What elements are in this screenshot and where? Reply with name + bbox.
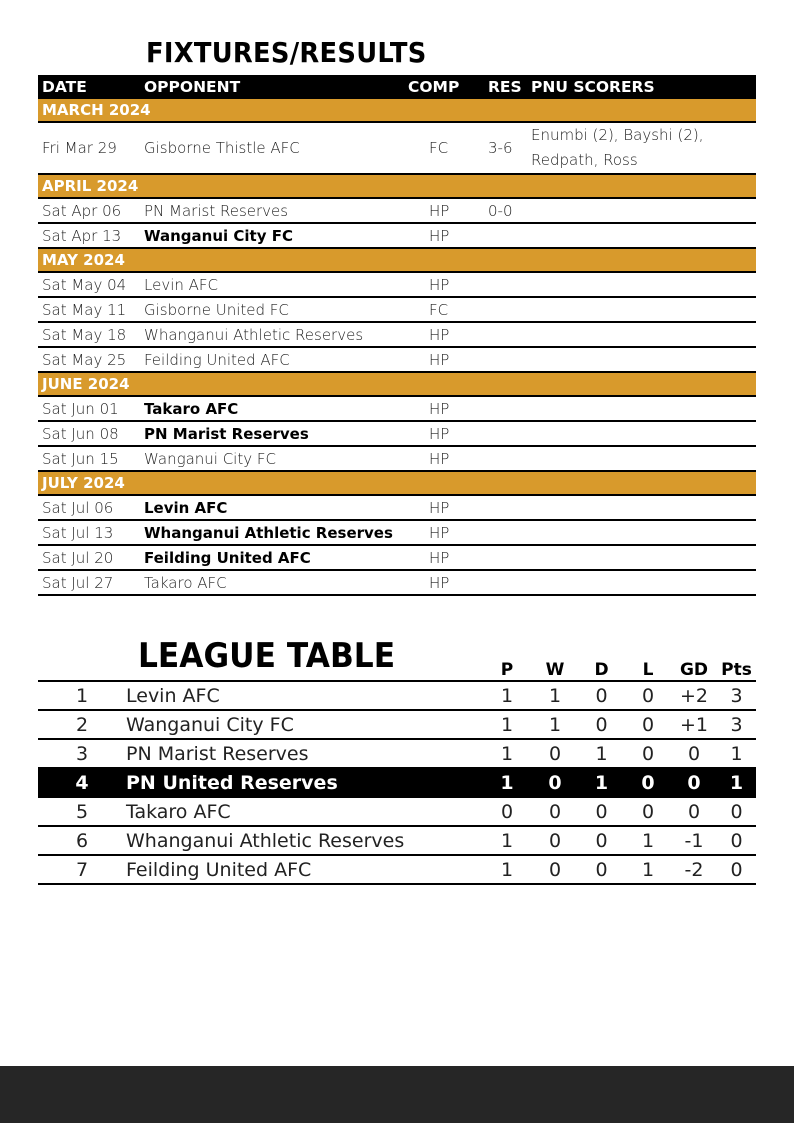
month-band (38, 99, 756, 122)
goal-difference: -2 (671, 855, 717, 884)
league-row (38, 797, 756, 826)
won: 0 (532, 826, 578, 855)
month-label: JUNE 2024 (38, 372, 756, 396)
header-drawn: D (578, 656, 625, 681)
drawn: 0 (578, 681, 625, 710)
league-title: LEAGUE TABLE (138, 636, 396, 676)
fixtures-header-row (38, 75, 756, 99)
fixture-comp: HP (404, 198, 484, 223)
goal-difference: +1 (671, 710, 717, 739)
fixture-date: Sat Jul 27 (38, 570, 140, 595)
played: 1 (482, 855, 532, 884)
month-band (38, 471, 756, 495)
played: 1 (482, 768, 532, 797)
fixture-row (38, 322, 756, 347)
fixture-scorers (527, 198, 756, 223)
month-label: MAY 2024 (38, 248, 756, 272)
fixture-row (38, 446, 756, 471)
played: 1 (482, 739, 532, 768)
fixture-scorers (527, 272, 756, 297)
fixture-row (38, 198, 756, 223)
team-name: Whanganui Athletic Reserves (126, 826, 482, 855)
team-position: 3 (38, 739, 126, 768)
won: 0 (532, 768, 578, 797)
fixture-scorers (527, 347, 756, 372)
league-row (38, 681, 756, 710)
points: 1 (717, 768, 756, 797)
goal-difference: 0 (671, 739, 717, 768)
fixture-scorers (527, 223, 756, 248)
fixture-result (484, 322, 527, 347)
fixture-date: Sat Jun 01 (38, 396, 140, 421)
fixture-date: Sat May 11 (38, 297, 140, 322)
lost: 1 (625, 855, 671, 884)
header-scorers: PNU SCORERS (527, 75, 756, 99)
fixture-result: 3-6 (484, 122, 527, 174)
fixture-row (38, 570, 756, 595)
fixture-comp: HP (404, 272, 484, 297)
fixture-date: Sat May 25 (38, 347, 140, 372)
points: 3 (717, 710, 756, 739)
drawn: 1 (578, 739, 625, 768)
header-pos (38, 656, 126, 681)
header-date: DATE (38, 75, 140, 99)
fixture-comp: HP (404, 545, 484, 570)
won: 1 (532, 681, 578, 710)
league-table (38, 656, 756, 885)
points: 1 (717, 739, 756, 768)
fixture-row (38, 495, 756, 520)
played: 1 (482, 681, 532, 710)
fixture-comp: FC (404, 297, 484, 322)
fixture-date: Sat May 18 (38, 322, 140, 347)
fixture-comp: HP (404, 446, 484, 471)
fixtures-title: FIXTURES/RESULTS (146, 36, 427, 69)
drawn: 0 (578, 797, 625, 826)
fixture-comp: HP (404, 223, 484, 248)
goal-difference: 0 (671, 797, 717, 826)
header-opponent: OPPONENT (140, 75, 404, 99)
header-goal-difference: GD (671, 656, 717, 681)
fixture-opponent: Levin AFC (140, 495, 404, 520)
fixture-comp: HP (404, 520, 484, 545)
month-band (38, 248, 756, 272)
fixture-opponent: Takaro AFC (140, 396, 404, 421)
fixture-row (38, 223, 756, 248)
points: 0 (717, 826, 756, 855)
won: 0 (532, 739, 578, 768)
played: 1 (482, 710, 532, 739)
fixture-date: Sat Jun 08 (38, 421, 140, 446)
league-row (38, 826, 756, 855)
lost: 0 (625, 768, 671, 797)
fixture-opponent: PN Marist Reserves (140, 198, 404, 223)
fixture-result (484, 520, 527, 545)
month-label: JULY 2024 (38, 471, 756, 495)
fixtures-body (38, 99, 756, 595)
fixture-opponent: Wanganui City FC (140, 446, 404, 471)
fixture-result (484, 347, 527, 372)
lost: 0 (625, 681, 671, 710)
fixture-scorers (527, 421, 756, 446)
team-position: 5 (38, 797, 126, 826)
month-band (38, 174, 756, 198)
fixture-row (38, 545, 756, 570)
fixture-row (38, 347, 756, 372)
goal-difference: +2 (671, 681, 717, 710)
fixture-date: Sat Jul 06 (38, 495, 140, 520)
fixture-comp: HP (404, 396, 484, 421)
fixture-date: Sat Jun 15 (38, 446, 140, 471)
league-row (38, 710, 756, 739)
team-position: 7 (38, 855, 126, 884)
lost: 0 (625, 797, 671, 826)
header-points: Pts (717, 656, 756, 681)
lost: 0 (625, 739, 671, 768)
fixture-scorers (527, 322, 756, 347)
team-position: 1 (38, 681, 126, 710)
header-team (126, 656, 482, 681)
drawn: 0 (578, 826, 625, 855)
team-name: PN Marist Reserves (126, 739, 482, 768)
fixture-date: Sat Apr 06 (38, 198, 140, 223)
fixture-scorers (527, 570, 756, 595)
fixture-opponent: PN Marist Reserves (140, 421, 404, 446)
fixture-opponent: Feilding United AFC (140, 347, 404, 372)
team-position: 4 (38, 768, 126, 797)
fixture-opponent: Gisborne United FC (140, 297, 404, 322)
team-position: 2 (38, 710, 126, 739)
league-body (38, 681, 756, 884)
fixture-scorers (527, 446, 756, 471)
lost: 1 (625, 826, 671, 855)
month-label: APRIL 2024 (38, 174, 756, 198)
header-comp: COMP (404, 75, 484, 99)
league-row-highlighted (38, 768, 756, 797)
fixture-date: Sat May 04 (38, 272, 140, 297)
fixture-date: Sat Apr 13 (38, 223, 140, 248)
won: 0 (532, 855, 578, 884)
league-header-row (38, 656, 756, 681)
fixtures-table (38, 75, 756, 596)
fixture-result (484, 570, 527, 595)
fixture-date: Sat Jul 20 (38, 545, 140, 570)
fixture-comp: HP (404, 570, 484, 595)
fixture-opponent: Wanganui City FC (140, 223, 404, 248)
fixture-result (484, 396, 527, 421)
fixture-scorers: Enumbi (2), Bayshi (2), Redpath, Ross (527, 122, 756, 174)
league-row (38, 855, 756, 884)
fixture-opponent: Levin AFC (140, 272, 404, 297)
fixture-result (484, 545, 527, 570)
team-name: PN United Reserves (126, 768, 482, 797)
drawn: 0 (578, 710, 625, 739)
fixture-comp: HP (404, 322, 484, 347)
lost: 0 (625, 710, 671, 739)
team-name: Feilding United AFC (126, 855, 482, 884)
fixture-comp: HP (404, 421, 484, 446)
fixture-date: Sat Jul 13 (38, 520, 140, 545)
fixture-scorers (527, 396, 756, 421)
played: 1 (482, 826, 532, 855)
fixture-result (484, 421, 527, 446)
fixture-opponent: Takaro AFC (140, 570, 404, 595)
fixture-scorers (527, 297, 756, 322)
fixture-comp: HP (404, 347, 484, 372)
month-band (38, 372, 756, 396)
fixture-result (484, 223, 527, 248)
fixture-row (38, 297, 756, 322)
points: 0 (717, 855, 756, 884)
fixture-row (38, 122, 756, 174)
league-row (38, 739, 756, 768)
footer-band (0, 1066, 794, 1123)
team-name: Wanganui City FC (126, 710, 482, 739)
won: 0 (532, 797, 578, 826)
fixture-result (484, 272, 527, 297)
fixture-scorers (527, 495, 756, 520)
fixture-result: 0-0 (484, 198, 527, 223)
month-label: MARCH 2024 (38, 99, 756, 122)
fixture-scorers (527, 520, 756, 545)
fixture-date: Fri Mar 29 (38, 122, 140, 174)
fixture-result (484, 495, 527, 520)
fixture-row (38, 396, 756, 421)
goal-difference: 0 (671, 768, 717, 797)
fixture-opponent: Whanganui Athletic Reserves (140, 322, 404, 347)
header-res: RES (484, 75, 527, 99)
drawn: 0 (578, 855, 625, 884)
goal-difference: -1 (671, 826, 717, 855)
team-position: 6 (38, 826, 126, 855)
header-lost: L (625, 656, 671, 681)
played: 0 (482, 797, 532, 826)
fixture-comp: FC (404, 122, 484, 174)
team-name: Levin AFC (126, 681, 482, 710)
team-name: Takaro AFC (126, 797, 482, 826)
fixture-comp: HP (404, 495, 484, 520)
fixture-row (38, 421, 756, 446)
drawn: 1 (578, 768, 625, 797)
won: 1 (532, 710, 578, 739)
fixture-opponent: Whanganui Athletic Reserves (140, 520, 404, 545)
fixture-opponent: Gisborne Thistle AFC (140, 122, 404, 174)
fixture-result (484, 446, 527, 471)
points: 3 (717, 681, 756, 710)
fixture-row (38, 272, 756, 297)
points: 0 (717, 797, 756, 826)
fixture-opponent: Feilding United AFC (140, 545, 404, 570)
header-played: P (482, 656, 532, 681)
fixture-scorers (527, 545, 756, 570)
fixture-row (38, 520, 756, 545)
header-won: W (532, 656, 578, 681)
fixture-result (484, 297, 527, 322)
